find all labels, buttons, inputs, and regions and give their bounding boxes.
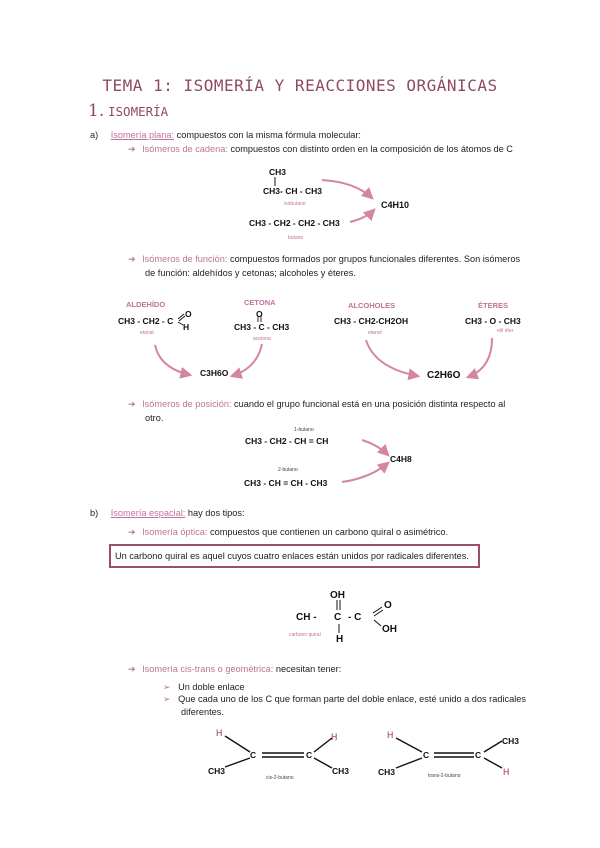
chiral-H: H (336, 634, 344, 645)
cistrans-item-2-text: Que cada uno de los C que forman parte del doble enlace, esté unido a dos radicales (178, 694, 526, 704)
arrow-aldehido (155, 345, 190, 375)
posicion-mol2: CH3 - CH = CH - CH3 (244, 478, 328, 488)
label-alcoholes: ALCOHOLES (348, 301, 396, 310)
name-alcoholes: etanol (368, 330, 382, 336)
trans-CH3a: CH3 (378, 767, 396, 777)
term-isomeria-espacial: Isomería espacial: (110, 508, 186, 518)
def-optica: compuestos que contienen un carbono quiral o asimétrico. (210, 527, 449, 537)
chiral-OH-right: OH (382, 624, 397, 635)
cadena-mol1-label: isobutano (284, 201, 306, 207)
section-number: 1. (88, 101, 105, 121)
chiral-right: - C (348, 612, 362, 623)
chiral-CH: CH - (296, 612, 317, 623)
formula-funcion-left: C3H6O (200, 368, 229, 378)
formula-alcoholes: CH3 - CH2-CH2OH (334, 316, 409, 326)
cis-C2: C (306, 750, 313, 760)
name-eteres: etil éter (497, 328, 514, 334)
term-isomeria-plana: Isomería plana: (110, 130, 175, 140)
chiral-label: carbono quiral (289, 632, 321, 638)
def-cadena: compuestos con distinto orden en la composición de los átomos de C (230, 144, 513, 154)
cis-H2: H (331, 732, 338, 742)
aldehido-O: O (185, 309, 192, 319)
triangle-bullet-icon: ➢ (163, 682, 171, 692)
def-funcion-1: compuestos formados por grupos funcionales diferentes. Son isómeros (229, 254, 521, 264)
chiral-OH-top: OH (330, 590, 345, 601)
label-aldehido: ALDEHÍDO (126, 300, 166, 309)
posicion-mol1: CH3 - CH2 - CH = CH (245, 436, 329, 446)
cadena-formula: C4H10 (381, 200, 410, 210)
cis-CH3b: CH3 (332, 766, 350, 776)
formula-funcion-right: C2H6O (427, 370, 461, 381)
term-optica: Isomería óptica: (142, 527, 208, 537)
def-posicion-1: cuando el grupo funcional está en una posición distinta respecto al (234, 399, 506, 409)
trans-label: trans-2-butano (428, 773, 461, 779)
cis-H1: H (216, 728, 223, 738)
cadena-mol1-top: CH3 (269, 167, 287, 177)
trans-C1: C (423, 750, 430, 760)
trans-C2: C (475, 750, 482, 760)
cistrans-item-1-text: Un doble enlace (178, 682, 245, 692)
arrow-eteres (468, 338, 492, 377)
cis-C1: C (250, 750, 257, 760)
definition-box-text: Un carbono quiral es aquel cuyos cuatro enlaces están unidos por radicales diferentes. (115, 551, 469, 561)
arrow-cadena-bottom (350, 210, 374, 222)
section-title: ISOMERÍA (108, 104, 169, 119)
formula-aldehido: CH3 - CH2 - C (118, 316, 174, 326)
triangle-bullet-icon: ➢ (163, 694, 171, 704)
cis-CH3a: CH3 (208, 766, 226, 776)
cistrans-item-3: diferentes. (181, 707, 224, 717)
formula-cetona: CH3 - C - CH3 (234, 322, 290, 332)
def-cistrans: necesitan tener: (275, 664, 342, 674)
label-eteres: ÉTERES (478, 301, 509, 310)
cadena-mol2-label: butano (288, 235, 304, 241)
trans-H1: H (387, 730, 394, 740)
cis-label: cis-2-butano (266, 775, 294, 781)
chiral-O: O (384, 600, 392, 611)
arrow-bullet-icon: ➔ (128, 664, 136, 674)
arrow-alcoholes (366, 340, 418, 376)
posicion-mol2-label: 2-butano (278, 467, 298, 473)
trans-H2: H (503, 767, 510, 777)
label-cetona: CETONA (244, 298, 276, 307)
arrow-bullet-icon: ➔ (128, 144, 136, 154)
arrow-posicion-top (362, 440, 388, 455)
term-funcion: Isómeros de función: (142, 254, 228, 264)
page-title: TEMA 1: ISOMERÍA Y REACCIONES ORGÁNICAS (102, 76, 498, 95)
chiral-C: C (334, 612, 342, 623)
arrow-bullet-icon: ➔ (128, 527, 136, 537)
formula-eteres: CH3 - O - CH3 (465, 316, 521, 326)
name-cetona: acetona (253, 336, 271, 342)
def-isomeria-plana: compuestos con la misma fórmula molecular: (176, 130, 361, 140)
term-cistrans: Isomería cis-trans o geométrica: (142, 664, 274, 674)
trans-CH3b: CH3 (502, 736, 520, 746)
arrow-posicion-bottom (342, 463, 388, 482)
cadena-mol2: CH3 - CH2 - CH2 - CH3 (249, 218, 340, 228)
posicion-mol1-label: 1-butano (294, 427, 314, 433)
item-b-letter: b) (90, 508, 99, 518)
arrow-cadena-top (322, 180, 372, 198)
item-a-letter: a) (90, 130, 99, 140)
arrow-bullet-icon: ➔ (128, 399, 136, 409)
term-cadena: Isómeros de cadena: (142, 144, 228, 154)
arrow-bullet-icon: ➔ (128, 254, 136, 264)
def-posicion-2: otro. (145, 413, 164, 423)
posicion-formula: C4H8 (390, 454, 412, 464)
aldehido-H: H (183, 322, 190, 332)
arrow-cetona (232, 344, 262, 376)
name-aldehido: etanal (140, 330, 154, 336)
cadena-mol1: CH3- CH - CH3 (263, 186, 323, 196)
cetona-O: O (256, 309, 263, 319)
def-isomeria-espacial: hay dos tipos: (187, 508, 245, 518)
def-funcion-2: de función: aldehídos y cetonas; alcoholes y éteres. (145, 268, 356, 278)
term-posicion: Isómeros de posición: (142, 399, 232, 409)
